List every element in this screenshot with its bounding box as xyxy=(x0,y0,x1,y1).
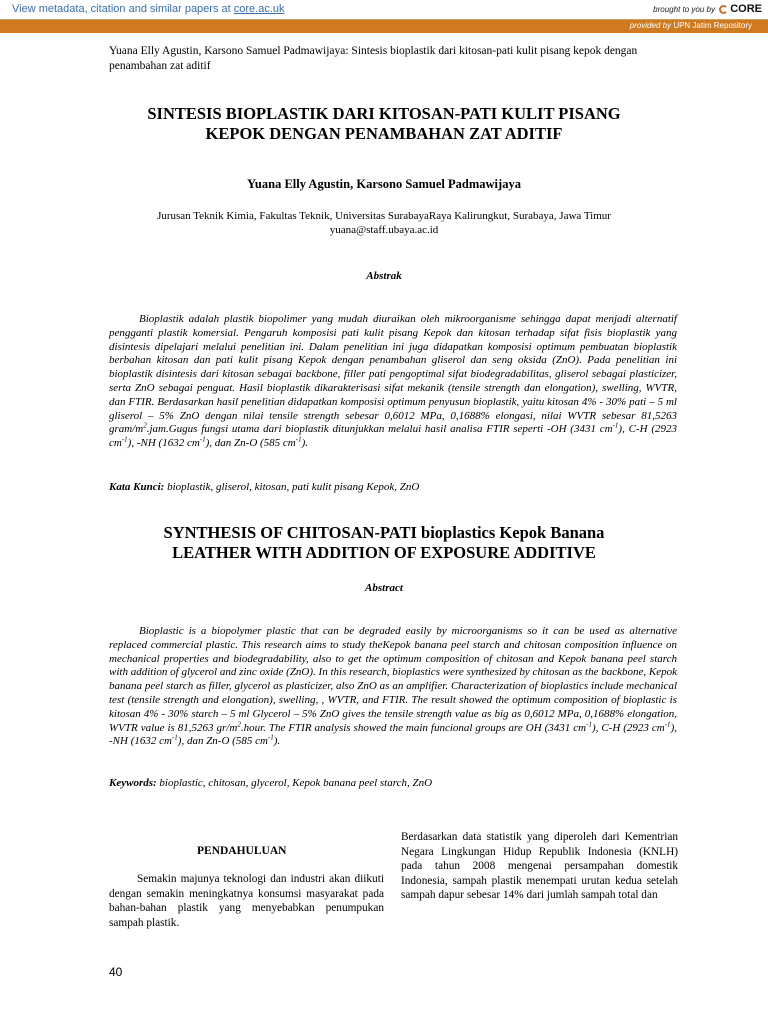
abstrak-text: ), dan Zn-O (585 cm xyxy=(205,437,296,450)
provided-by xyxy=(630,21,752,30)
core-brand[interactable]: CORE xyxy=(730,3,762,15)
section-heading: PENDAHULUAN xyxy=(197,845,287,857)
sup: -1 xyxy=(586,719,592,728)
sup: -1 xyxy=(121,435,128,444)
abstrak-text: ). xyxy=(301,437,309,450)
left-column-text: Semakin majunya teknologi dan industri akan diikuti dengan semakin meningkatnya konsumsi masyarakat pada bahan-bahan plastik yang menyebabkan penumpukan sampah plastik. xyxy=(109,873,384,929)
affiliation xyxy=(90,209,678,237)
sup: -1 xyxy=(664,719,671,728)
abstrak-text: ), C-H (2923 cm xyxy=(109,423,677,450)
metadata-text: View metadata, citation and similar papers at xyxy=(12,3,231,15)
abstrak-text: ), -NH (1632 cm xyxy=(127,437,200,450)
page-number: 40 xyxy=(109,965,123,979)
title-indonesian xyxy=(90,104,678,144)
sup: -1 xyxy=(171,733,178,742)
keywords xyxy=(109,777,677,789)
title-line-2: LEATHER WITH ADDITION OF EXPOSURE ADDITIVE xyxy=(172,543,596,562)
title-english xyxy=(90,523,678,563)
core-link[interactable]: core.ac.uk xyxy=(233,3,285,15)
right-column-text: Berdasarkan data statistik yang diperoleh dari Kementrian Negara Lingkungan Hidup Republik Indonesia (KNLH) pada tahun 2008 mengenai persampahan domestik Indonesia, sampah plastik menempati urutan kedua setelah sampah dapur sebesar 14% dari jumlah sampah total dan xyxy=(401,831,678,902)
provided-repo[interactable]: UPN Jatim Repository xyxy=(673,21,752,30)
abstrak-text: Bioplastik adalah plastik biopolimer yang mudah diuraikan oleh mikroorganisme sehingga dapat menjadi alternatif pengganti plastik komersial. Pengaruh komposisi pati kulit pisang Kepok dan kitosan terhadap sifat fisis bioplastik yang disintesis dipelajari melalui penelitian ini. Dalam penelitian ini juga didapatkan komposisi optimum pembuatan bioplastik berbahan kitosan dan pati kulit pisang Kepok dengan penambahan gliserol dan seng oksida (ZnO). Pada penelitian ini bioplastik disintesis dari kitosan sebagai backbone, filler pati pengoptimal sifat biodegradabilitas, gliserol sebagai plasticizer, serta ZnO sebagai penguat. Hasil bioplastik dikarakterisasi sifat mekanik (tensile strength dan elongation), swelling, WVTR, dan FTIR. Berdasarkan hasil penelitian didapatkan komposisi optimum penyusun bioplastik, yaitu kitosan 4% - 30% pati – 5 ml gliserol – 5% ZnO dengan nilai tensile strength sebesar 0,6012 MPa, 0,1688% elongasi, nilai WVTR sebesar 81,5263 gram/m xyxy=(109,313,677,436)
abstract-body xyxy=(109,625,677,749)
abstract-text: Bioplastic is a biopolymer plastic that can be degraded easily by microorganisms so it can be used as alternative replaced commercial plastic. This research aims to study theKepok banana peel starch and chitosan composition influence on mechanical properties and biodegradability, also to get the optimum composition of chitosan and Kepok banana peel starch with addition of glycerol and zinc oxide (ZnO). In this research, bioplastics were synthesized by chitosan as the backbone, Kepok banana peel starch as filler, glycerol as plasticizer, also ZnO as an amplifier. Characterization of bioplastics include mechanical test (tensile strength and elongation), swelling, , WVTR, and FTIR. The result showed the optimum composition of bioplastic is kitosan 4% - 30% starch – 5 ml Glycerol – 5% ZnO gives the tensile strength value as big as 0,6012 MPa, 0,1688% elongation, WVTR value is 81,5263 gr/m xyxy=(109,625,677,734)
core-banner xyxy=(0,0,768,20)
authors: Yuana Elly Agustin, Karsono Samuel Padmawijaya xyxy=(247,177,521,191)
provided-prefix: provided by xyxy=(629,21,672,30)
abstrak-text: .jam.Gugus fungsi utama dari bioplastik ditunjukkan melalui hasil analisa FTIR seperti -OH (3431 cm xyxy=(146,423,613,436)
abstract-text: .hour. The FTIR analysis showed the main funcional groups are OH (3431 cm xyxy=(240,721,587,734)
author-email: yuana@staff.ubaya.ac.id xyxy=(329,224,439,236)
sup: 2 xyxy=(237,719,241,728)
abstract-heading: Abstract xyxy=(365,582,403,594)
sup: 2 xyxy=(143,421,147,430)
title-line-2: KEPOK DENGAN PENAMBAHAN ZAT ADITIF xyxy=(205,124,563,143)
keywords-list: bioplastik, gliserol, kitosan, pati kulit pisang Kepok, ZnO xyxy=(167,481,420,493)
metadata-notice xyxy=(12,3,285,15)
title-line-1: SINTESIS BIOPLASTIK DARI KITOSAN-PATI KULIT PISANG xyxy=(147,104,621,123)
kata-kunci xyxy=(109,481,677,493)
abstract-text: ), dan Zn-O (585 cm xyxy=(177,735,268,748)
running-header: Yuana Elly Agustin, Karsono Samuel Padmawijaya: Sintesis bioplastik dari kitosan-pati kulit pisang kepok dengan penambahan zat aditif xyxy=(109,45,638,72)
sup: -1 xyxy=(267,733,274,742)
sup: -1 xyxy=(295,435,302,444)
sup: -1 xyxy=(199,435,206,444)
abstrak-heading: Abstrak xyxy=(366,270,402,282)
abstract-text: ), C-H (2923 cm xyxy=(591,721,665,734)
brought-by xyxy=(653,3,762,15)
sup: -1 xyxy=(612,421,619,430)
provided-bar xyxy=(0,20,768,33)
title-line-1: SYNTHESIS OF CHITOSAN-PATI bioplastics Kepok Banana xyxy=(163,523,605,542)
keywords-label: Keywords: xyxy=(109,777,157,789)
keywords-list: bioplastic, chitosan, glycerol, Kepok banana peel starch, ZnO xyxy=(159,777,433,789)
core-logo-icon xyxy=(719,5,728,14)
abstrak-body xyxy=(109,313,677,451)
affiliation-line: Jurusan Teknik Kimia, Fakultas Teknik, Universitas SurabayaRaya Kalirungkut, Surabaya, Jawa Timur xyxy=(157,210,611,222)
abstract-text: ), -NH (1632 cm xyxy=(109,721,677,748)
brought-text: brought to you by xyxy=(653,5,715,14)
keywords-label: Kata Kunci: xyxy=(109,481,165,493)
abstract-text: ). xyxy=(273,735,281,748)
